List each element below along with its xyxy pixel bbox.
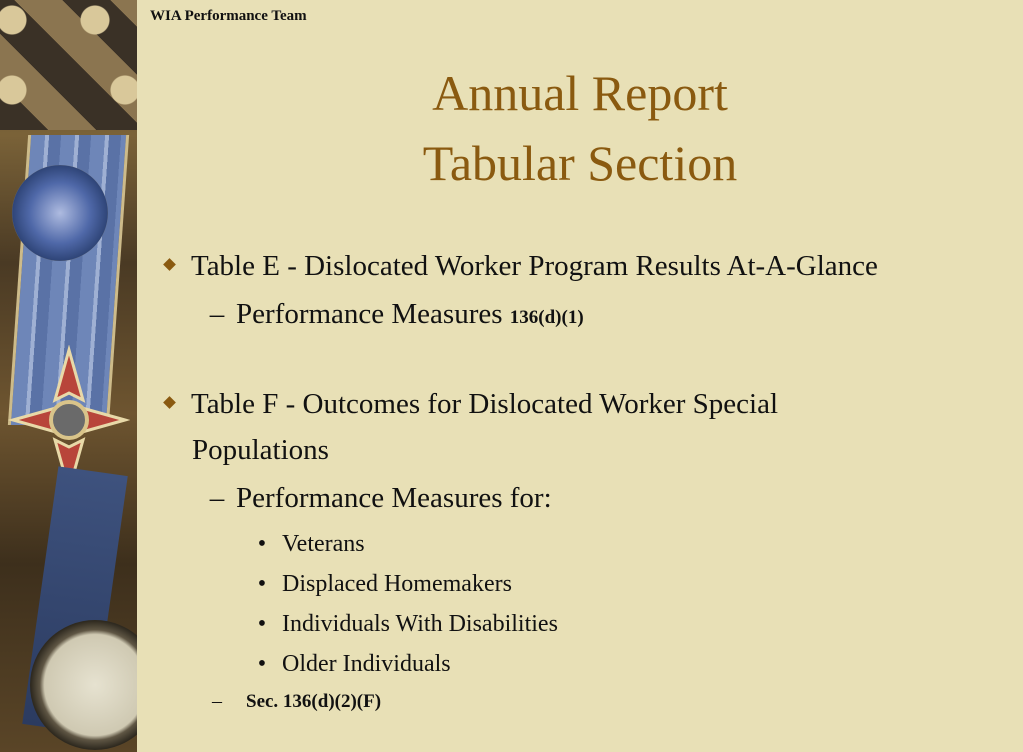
checkered-pattern [0, 0, 137, 130]
table-f-label-line2: Populations [192, 434, 329, 466]
diamond-bullet-icon [163, 396, 176, 409]
list-item-veterans [256, 531, 365, 558]
rosette-icon [12, 165, 108, 261]
team-label: WIA Performance Team [150, 8, 307, 24]
list-item-displaced-homemakers [256, 571, 512, 598]
bullet-dot: • [257, 571, 267, 597]
bullet-dot: • [257, 651, 267, 677]
table-e-ref: 136(d)(1) [509, 307, 584, 328]
slide-title [137, 58, 1023, 198]
section-reference [208, 690, 381, 713]
diamond-bullet-icon [163, 258, 176, 271]
list-item-label: Older Individuals [282, 651, 451, 677]
list-item-label: Displaced Homemakers [282, 571, 512, 597]
sub-table-e-measures [208, 298, 584, 331]
table-e-label: Table E - Dislocated Worker Program Results At-A-Glance [191, 250, 878, 282]
bullet-table-e [165, 250, 878, 283]
list-item-older-individuals [256, 651, 451, 678]
table-f-sub-text: Performance Measures for: [236, 482, 552, 514]
list-item-individuals-with-disabilities [256, 611, 558, 638]
table-f-label-line1: Table F - Outcomes for Dislocated Worker Special [191, 388, 779, 420]
table-e-sub-text: Performance Measures [236, 298, 503, 330]
sub-table-f-measures [208, 482, 552, 515]
bullet-dot: • [257, 531, 267, 557]
dash-marker: – [212, 690, 222, 712]
title-line-2: Tabular Section [422, 135, 738, 191]
list-item-label: Veterans [282, 531, 365, 557]
section-ref-text: Sec. 136(d)(2)(F) [246, 691, 382, 712]
bullet-dot: • [257, 611, 267, 637]
dash-marker: – [209, 298, 225, 330]
bullet-table-f [165, 388, 778, 421]
decorative-image-strip [0, 0, 137, 752]
dash-marker: – [209, 482, 225, 514]
title-line-1: Annual Report [432, 65, 728, 121]
list-item-label: Individuals With Disabilities [282, 611, 558, 637]
